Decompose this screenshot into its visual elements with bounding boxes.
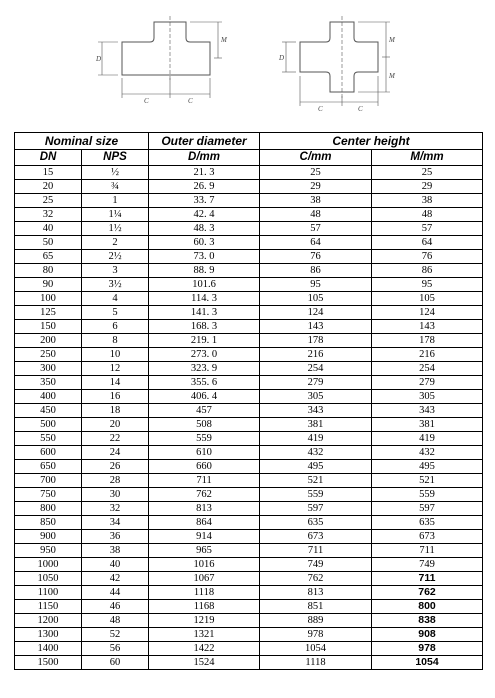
cell-nps: 4 [82,292,149,306]
table-row [15,600,483,614]
cell-outer-diameter: 114. 3 [149,292,260,306]
cell-c: 1118 [260,656,372,670]
cell-nps: ½ [82,166,149,180]
table-row [15,558,483,572]
table-row [15,572,483,586]
cross-dim-c-right: C [358,105,363,113]
cell-c: 25 [260,166,372,180]
cell-nps: 1¼ [82,208,149,222]
cell-outer-diameter: 1422 [149,642,260,656]
cell-nps: 44 [82,586,149,600]
table-row [15,642,483,656]
cell-outer-diameter: 559 [149,432,260,446]
cell-dn: 950 [15,544,82,558]
cell-c: 419 [260,432,372,446]
cell-dn: 1000 [15,558,82,572]
cell-outer-diameter: 323. 9 [149,362,260,376]
cell-m: 76 [372,250,483,264]
cell-m: 978 [372,642,483,656]
cell-m: 279 [372,376,483,390]
cell-m: 381 [372,418,483,432]
cell-dn: 750 [15,488,82,502]
table-row [15,404,483,418]
cell-m: 25 [372,166,483,180]
table-row [15,418,483,432]
cell-c: 711 [260,544,372,558]
cell-outer-diameter: 88. 9 [149,264,260,278]
header-d-mm: D/mm [149,150,260,166]
cell-m: 343 [372,404,483,418]
cell-dn: 25 [15,194,82,208]
cell-dn: 1200 [15,614,82,628]
cell-outer-diameter: 406. 4 [149,390,260,404]
table-row [15,530,483,544]
table-body [15,166,483,670]
cell-nps: 34 [82,516,149,530]
cell-m: 521 [372,474,483,488]
cell-dn: 600 [15,446,82,460]
cell-nps: 12 [82,362,149,376]
cell-nps: 36 [82,530,149,544]
cell-nps: ¾ [82,180,149,194]
cell-c: 254 [260,362,372,376]
cell-outer-diameter: 610 [149,446,260,460]
cell-m: 711 [372,544,483,558]
table-row [15,320,483,334]
table-row [15,488,483,502]
cell-outer-diameter: 48. 3 [149,222,260,236]
cell-dn: 32 [15,208,82,222]
tee-drawing [92,0,242,120]
cross-drawing [278,0,408,120]
header-nps: NPS [82,150,149,166]
cell-nps: 32 [82,502,149,516]
cell-outer-diameter: 1067 [149,572,260,586]
cross-dim-m-bottom: M [389,72,395,80]
cell-c: 124 [260,306,372,320]
table-row [15,362,483,376]
cell-m: 64 [372,236,483,250]
cell-m: 48 [372,208,483,222]
cell-nps: 1 [82,194,149,208]
cell-c: 57 [260,222,372,236]
cross-outline [300,22,378,92]
table-row [15,628,483,642]
cell-outer-diameter: 1118 [149,586,260,600]
cell-outer-diameter: 1321 [149,628,260,642]
cell-nps: 6 [82,320,149,334]
cell-dn: 20 [15,180,82,194]
cell-m: 673 [372,530,483,544]
tee-dim-c-left: C [144,97,149,105]
cell-nps: 2 [82,236,149,250]
cell-dn: 850 [15,516,82,530]
cell-c: 851 [260,600,372,614]
cell-c: 889 [260,614,372,628]
header-outer-diameter: Outer diameter [149,133,260,150]
cell-outer-diameter: 711 [149,474,260,488]
cell-nps: 28 [82,474,149,488]
header-center-height: Center height [260,133,483,150]
cell-dn: 1050 [15,572,82,586]
cell-nps: 3½ [82,278,149,292]
cell-nps: 18 [82,404,149,418]
cell-c: 105 [260,292,372,306]
cell-dn: 65 [15,250,82,264]
cell-c: 762 [260,572,372,586]
cell-nps: 24 [82,446,149,460]
table-row [15,222,483,236]
table-row [15,208,483,222]
header-m-mm: M/mm [372,150,483,166]
cell-m: 635 [372,516,483,530]
table-row [15,306,483,320]
cell-dn: 350 [15,376,82,390]
header-row-group [15,133,483,150]
cell-dn: 150 [15,320,82,334]
cell-nps: 56 [82,642,149,656]
cell-c: 597 [260,502,372,516]
cell-dn: 80 [15,264,82,278]
tee-dim-d: D [96,55,102,63]
cell-outer-diameter: 965 [149,544,260,558]
cell-m: 838 [372,614,483,628]
table-row [15,544,483,558]
cell-outer-diameter: 21. 3 [149,166,260,180]
table-row [15,432,483,446]
table-row [15,502,483,516]
cell-c: 559 [260,488,372,502]
cell-nps: 10 [82,348,149,362]
cell-dn: 300 [15,362,82,376]
tee-outline [122,22,210,75]
cell-outer-diameter: 762 [149,488,260,502]
cell-dn: 700 [15,474,82,488]
table-row [15,474,483,488]
cell-outer-diameter: 914 [149,530,260,544]
table-row [15,460,483,474]
cell-nps: 22 [82,432,149,446]
cell-outer-diameter: 42. 4 [149,208,260,222]
cell-dn: 550 [15,432,82,446]
cell-c: 29 [260,180,372,194]
table-row [15,250,483,264]
cell-m: 124 [372,306,483,320]
cell-nps: 52 [82,628,149,642]
cell-dn: 400 [15,390,82,404]
cell-m: 800 [372,600,483,614]
cell-nps: 1½ [82,222,149,236]
cell-outer-diameter: 33. 7 [149,194,260,208]
cell-nps: 42 [82,572,149,586]
table-row [15,446,483,460]
header-row-units [15,150,483,166]
cell-m: 86 [372,264,483,278]
cell-c: 813 [260,586,372,600]
cell-c: 64 [260,236,372,250]
cell-c: 76 [260,250,372,264]
cell-dn: 1300 [15,628,82,642]
cell-c: 343 [260,404,372,418]
cell-outer-diameter: 60. 3 [149,236,260,250]
cell-dn: 500 [15,418,82,432]
cell-dn: 250 [15,348,82,362]
cell-c: 635 [260,516,372,530]
cell-outer-diameter: 1016 [149,558,260,572]
cell-nps: 8 [82,334,149,348]
table-row [15,656,483,670]
cell-dn: 1500 [15,656,82,670]
table-row [15,614,483,628]
cell-outer-diameter: 1524 [149,656,260,670]
cell-outer-diameter: 73. 0 [149,250,260,264]
cell-nps: 3 [82,264,149,278]
cell-nps: 16 [82,390,149,404]
table-row [15,516,483,530]
cell-m: 105 [372,292,483,306]
drawings-area [0,0,495,124]
cross-dim-m-top: M [389,36,395,44]
cell-dn: 90 [15,278,82,292]
cell-c: 178 [260,334,372,348]
tee-dim-c-right: C [188,97,193,105]
cell-c: 95 [260,278,372,292]
cell-nps: 2½ [82,250,149,264]
cell-outer-diameter: 168. 3 [149,320,260,334]
dimension-table [14,132,483,670]
cell-dn: 1400 [15,642,82,656]
cell-m: 143 [372,320,483,334]
cell-c: 673 [260,530,372,544]
table-row [15,348,483,362]
cell-nps: 40 [82,558,149,572]
cell-m: 432 [372,446,483,460]
cell-outer-diameter: 1219 [149,614,260,628]
cell-c: 216 [260,348,372,362]
cell-nps: 30 [82,488,149,502]
cell-c: 279 [260,376,372,390]
cell-m: 216 [372,348,483,362]
cell-nps: 5 [82,306,149,320]
table-row [15,236,483,250]
cell-c: 48 [260,208,372,222]
cell-dn: 15 [15,166,82,180]
table-row [15,264,483,278]
table-row [15,334,483,348]
cell-m: 495 [372,460,483,474]
cell-c: 521 [260,474,372,488]
cell-outer-diameter: 813 [149,502,260,516]
cell-dn: 200 [15,334,82,348]
cell-outer-diameter: 355. 6 [149,376,260,390]
cell-m: 38 [372,194,483,208]
cell-m: 1054 [372,656,483,670]
cell-m: 254 [372,362,483,376]
cell-m: 419 [372,432,483,446]
cell-m: 711 [372,572,483,586]
cross-dim-d: D [279,54,285,62]
cell-m: 762 [372,586,483,600]
table-row [15,278,483,292]
cell-dn: 450 [15,404,82,418]
cell-m: 597 [372,502,483,516]
cell-c: 38 [260,194,372,208]
cell-outer-diameter: 26. 9 [149,180,260,194]
cell-dn: 900 [15,530,82,544]
cell-m: 29 [372,180,483,194]
cell-c: 381 [260,418,372,432]
cell-c: 432 [260,446,372,460]
header-c-mm: C/mm [260,150,372,166]
cell-m: 908 [372,628,483,642]
cell-outer-diameter: 101.6 [149,278,260,292]
table-row [15,194,483,208]
cell-outer-diameter: 457 [149,404,260,418]
cell-c: 86 [260,264,372,278]
cell-m: 305 [372,390,483,404]
cell-outer-diameter: 219. 1 [149,334,260,348]
cross-dim-c-left: C [318,105,323,113]
table-row [15,180,483,194]
cell-outer-diameter: 273. 0 [149,348,260,362]
cell-c: 143 [260,320,372,334]
cell-m: 178 [372,334,483,348]
cell-dn: 1150 [15,600,82,614]
cell-c: 749 [260,558,372,572]
cell-dn: 50 [15,236,82,250]
table-row [15,292,483,306]
table-row [15,390,483,404]
cell-c: 1054 [260,642,372,656]
cell-outer-diameter: 660 [149,460,260,474]
cell-nps: 48 [82,614,149,628]
header-dn: DN [15,150,82,166]
cell-m: 749 [372,558,483,572]
tee-dim-m: M [221,36,227,44]
table-row [15,376,483,390]
cell-dn: 40 [15,222,82,236]
cell-m: 57 [372,222,483,236]
cell-outer-diameter: 864 [149,516,260,530]
cell-outer-diameter: 141. 3 [149,306,260,320]
cell-dn: 100 [15,292,82,306]
cell-nps: 26 [82,460,149,474]
cell-c: 978 [260,628,372,642]
cell-c: 495 [260,460,372,474]
cell-nps: 14 [82,376,149,390]
cell-dn: 800 [15,502,82,516]
cell-outer-diameter: 508 [149,418,260,432]
cell-nps: 20 [82,418,149,432]
cell-m: 559 [372,488,483,502]
cell-nps: 46 [82,600,149,614]
cell-m: 95 [372,278,483,292]
cell-dn: 1100 [15,586,82,600]
cell-nps: 60 [82,656,149,670]
cell-nps: 38 [82,544,149,558]
table-row [15,586,483,600]
cell-dn: 125 [15,306,82,320]
header-nominal-size: Nominal size [15,133,149,150]
cell-dn: 650 [15,460,82,474]
table-row [15,166,483,180]
cell-outer-diameter: 1168 [149,600,260,614]
cell-c: 305 [260,390,372,404]
